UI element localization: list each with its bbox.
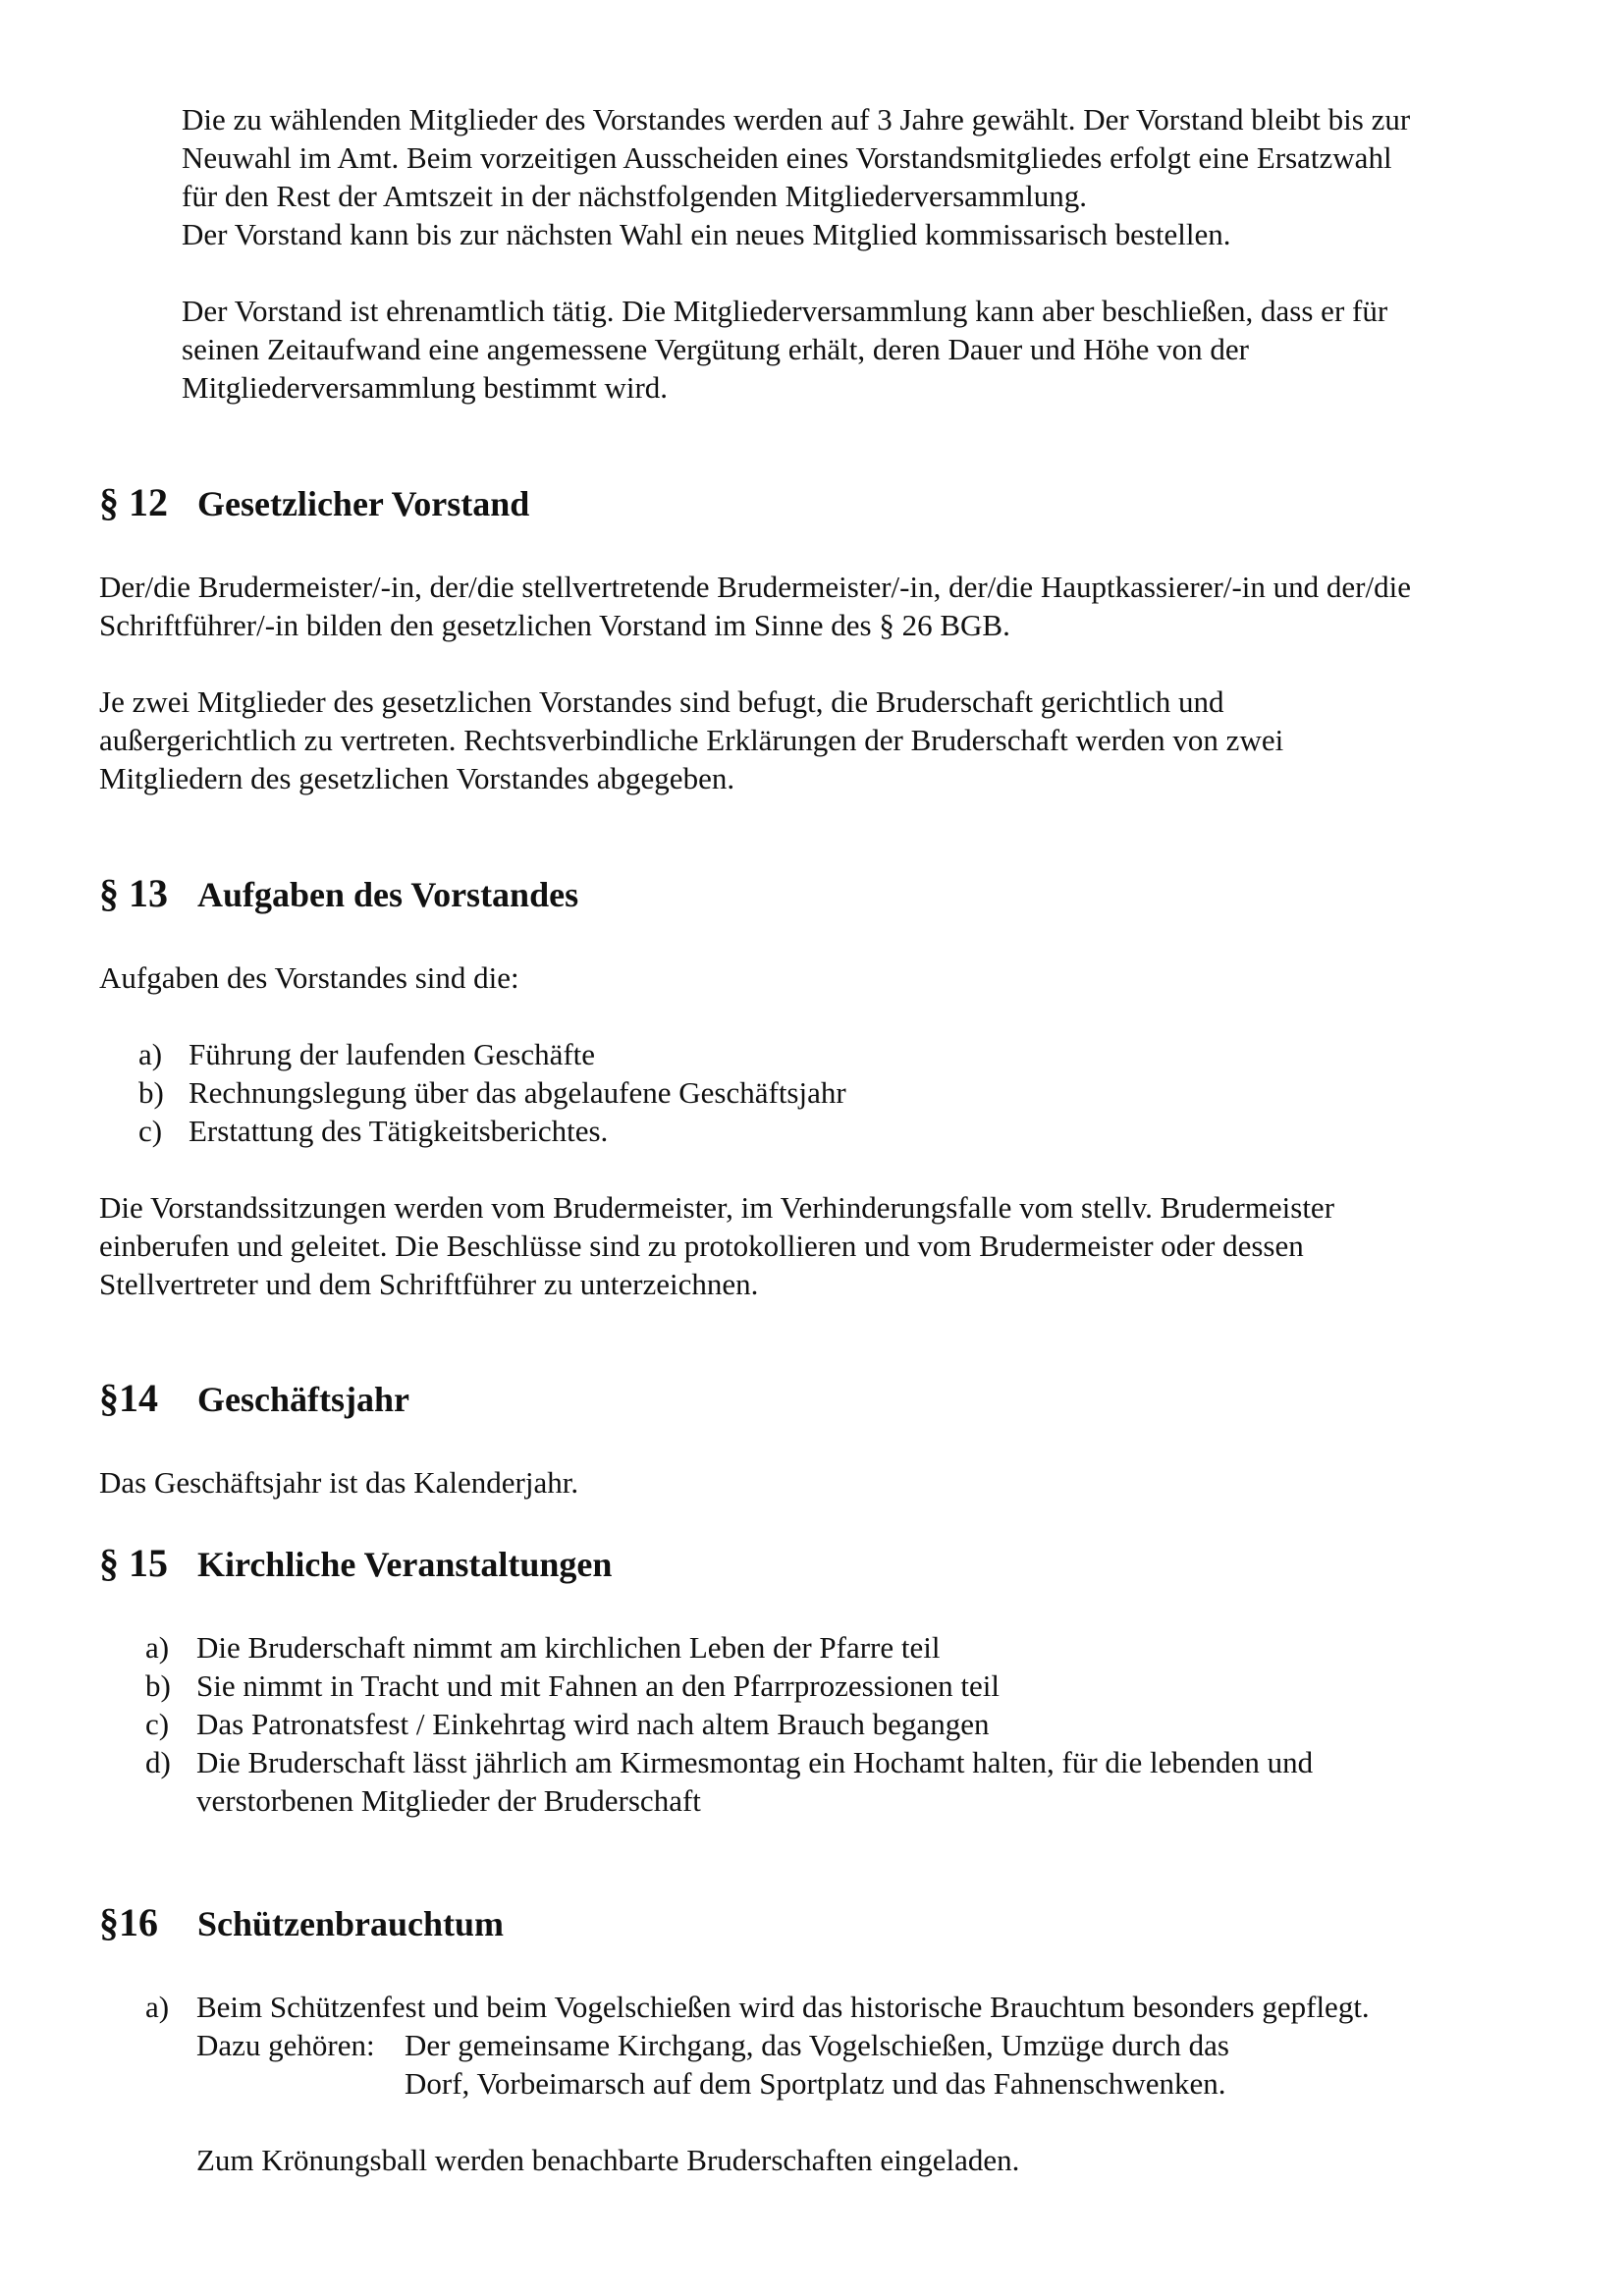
text-line: einberufen und geleitet. Die Beschlüsse sind zu protokollieren und vom Brudermeister oder dessen (99, 1229, 1304, 1263)
text-line: Neuwahl im Amt. Beim vorzeitigen Ausscheiden eines Vorstandsmitgliedes erfolgt eine Ersatzwahl (182, 140, 1392, 175)
list-marker: b) (145, 1668, 171, 1703)
text-line: Das Geschäftsjahr ist das Kalenderjahr. (99, 1465, 579, 1500)
section-title: Kirchliche Veranstaltungen (197, 1545, 613, 1584)
list-item-label: Dazu gehören: (196, 2028, 375, 2062)
section-number: § 13 (99, 871, 168, 915)
list-item: Die Bruderschaft nimmt am kirchlichen Leben der Pfarre teil (196, 1630, 941, 1665)
text-line: Die zu wählenden Mitglieder des Vorstandes werden auf 3 Jahre gewählt. Der Vorstand bleibt bis zur (182, 102, 1411, 137)
section-number: §14 (99, 1376, 158, 1420)
list-item: Führung der laufenden Geschäfte (189, 1037, 596, 1071)
text-line: Aufgaben des Vorstandes sind die: (99, 960, 519, 995)
section-heading-14 (99, 1376, 409, 1429)
text-line: Mitgliedern des gesetzlichen Vorstandes abgegeben. (99, 761, 735, 795)
text-line: Schriftführer/-in bilden den gesetzlichen Vorstand im Sinne des § 26 BGB. (99, 608, 1010, 642)
section-heading-12 (99, 480, 530, 533)
section-number: §16 (99, 1900, 158, 1944)
list-item: Rechnungslegung über das abgelaufene Geschäftsjahr (189, 1075, 846, 1110)
list-marker: a) (145, 1990, 170, 2024)
list-item: Die Bruderschaft lässt jährlich am Kirmesmontag ein Hochamt halten, für die lebenden und (196, 1745, 1314, 1779)
list-item: Erstattung des Tätigkeitsberichtes. (189, 1114, 609, 1148)
text-line: seinen Zeitaufwand eine angemessene Vergütung erhält, deren Dauer und Höhe von der (182, 332, 1249, 366)
section-title: Gesetzlicher Vorstand (197, 484, 530, 523)
text-line: für den Rest der Amtszeit in der nächstfolgenden Mitgliederversammlung. (182, 179, 1088, 213)
list-marker: a) (145, 1630, 170, 1665)
list-item: Beim Schützenfest und beim Vogelschießen wird das historische Brauchtum besonders gepflegt. (196, 1990, 1370, 2024)
section-heading-16 (99, 1900, 505, 1953)
list-marker: d) (145, 1745, 171, 1779)
section-heading-13 (99, 871, 579, 924)
list-item: Das Patronatsfest / Einkehrtag wird nach altem Brauch begangen (196, 1707, 990, 1741)
list-item: Sie nimmt in Tracht und mit Fahnen an den Pfarrprozessionen teil (196, 1668, 1000, 1703)
list-item-continuation: Der gemeinsame Kirchgang, das Vogelschießen, Umzüge durch das (405, 2028, 1229, 2062)
text-line: Stellvertreter und dem Schriftführer zu unterzeichnen. (99, 1267, 759, 1301)
text-line: Mitgliederversammlung bestimmt wird. (182, 370, 669, 405)
list-marker: c) (145, 1707, 170, 1741)
text-line: Je zwei Mitglieder des gesetzlichen Vorstandes sind befugt, die Bruderschaft gerichtlich und (99, 684, 1224, 719)
section-number: § 15 (99, 1541, 168, 1585)
section-title: Geschäftsjahr (197, 1380, 409, 1419)
text-line: Der/die Brudermeister/-in, der/die stellvertretende Brudermeister/-in, der/die Hauptkassierer/-in und der/die (99, 570, 1411, 604)
section-heading-15 (99, 1541, 613, 1594)
section-title: Schützenbrauchtum (197, 1904, 505, 1943)
list-item-continuation: verstorbenen Mitglieder der Bruderschaft (196, 1783, 701, 1818)
section-number: § 12 (99, 480, 168, 524)
list-item-continuation: Dorf, Vorbeimarsch auf dem Sportplatz und das Fahnenschwenken. (405, 2066, 1226, 2101)
list-item-note: Zum Krönungsball werden benachbarte Bruderschaften eingeladen. (196, 2143, 1020, 2177)
list-marker: b) (138, 1075, 164, 1110)
list-marker: c) (138, 1114, 163, 1148)
text-line: Der Vorstand kann bis zur nächsten Wahl ein neues Mitglied kommissarisch bestellen. (182, 217, 1231, 251)
text-line: außergerichtlich zu vertreten. Rechtsverbindliche Erklärungen der Bruderschaft werden von zwei (99, 723, 1284, 757)
text-line: Der Vorstand ist ehrenamtlich tätig. Die Mitgliederversammlung kann aber beschließen, dass er für (182, 294, 1388, 328)
section-title: Aufgaben des Vorstandes (197, 875, 579, 914)
text-line: Die Vorstandssitzungen werden vom Brudermeister, im Verhinderungsfalle vom stellv. Brudermeister (99, 1190, 1335, 1225)
list-marker: a) (138, 1037, 163, 1071)
